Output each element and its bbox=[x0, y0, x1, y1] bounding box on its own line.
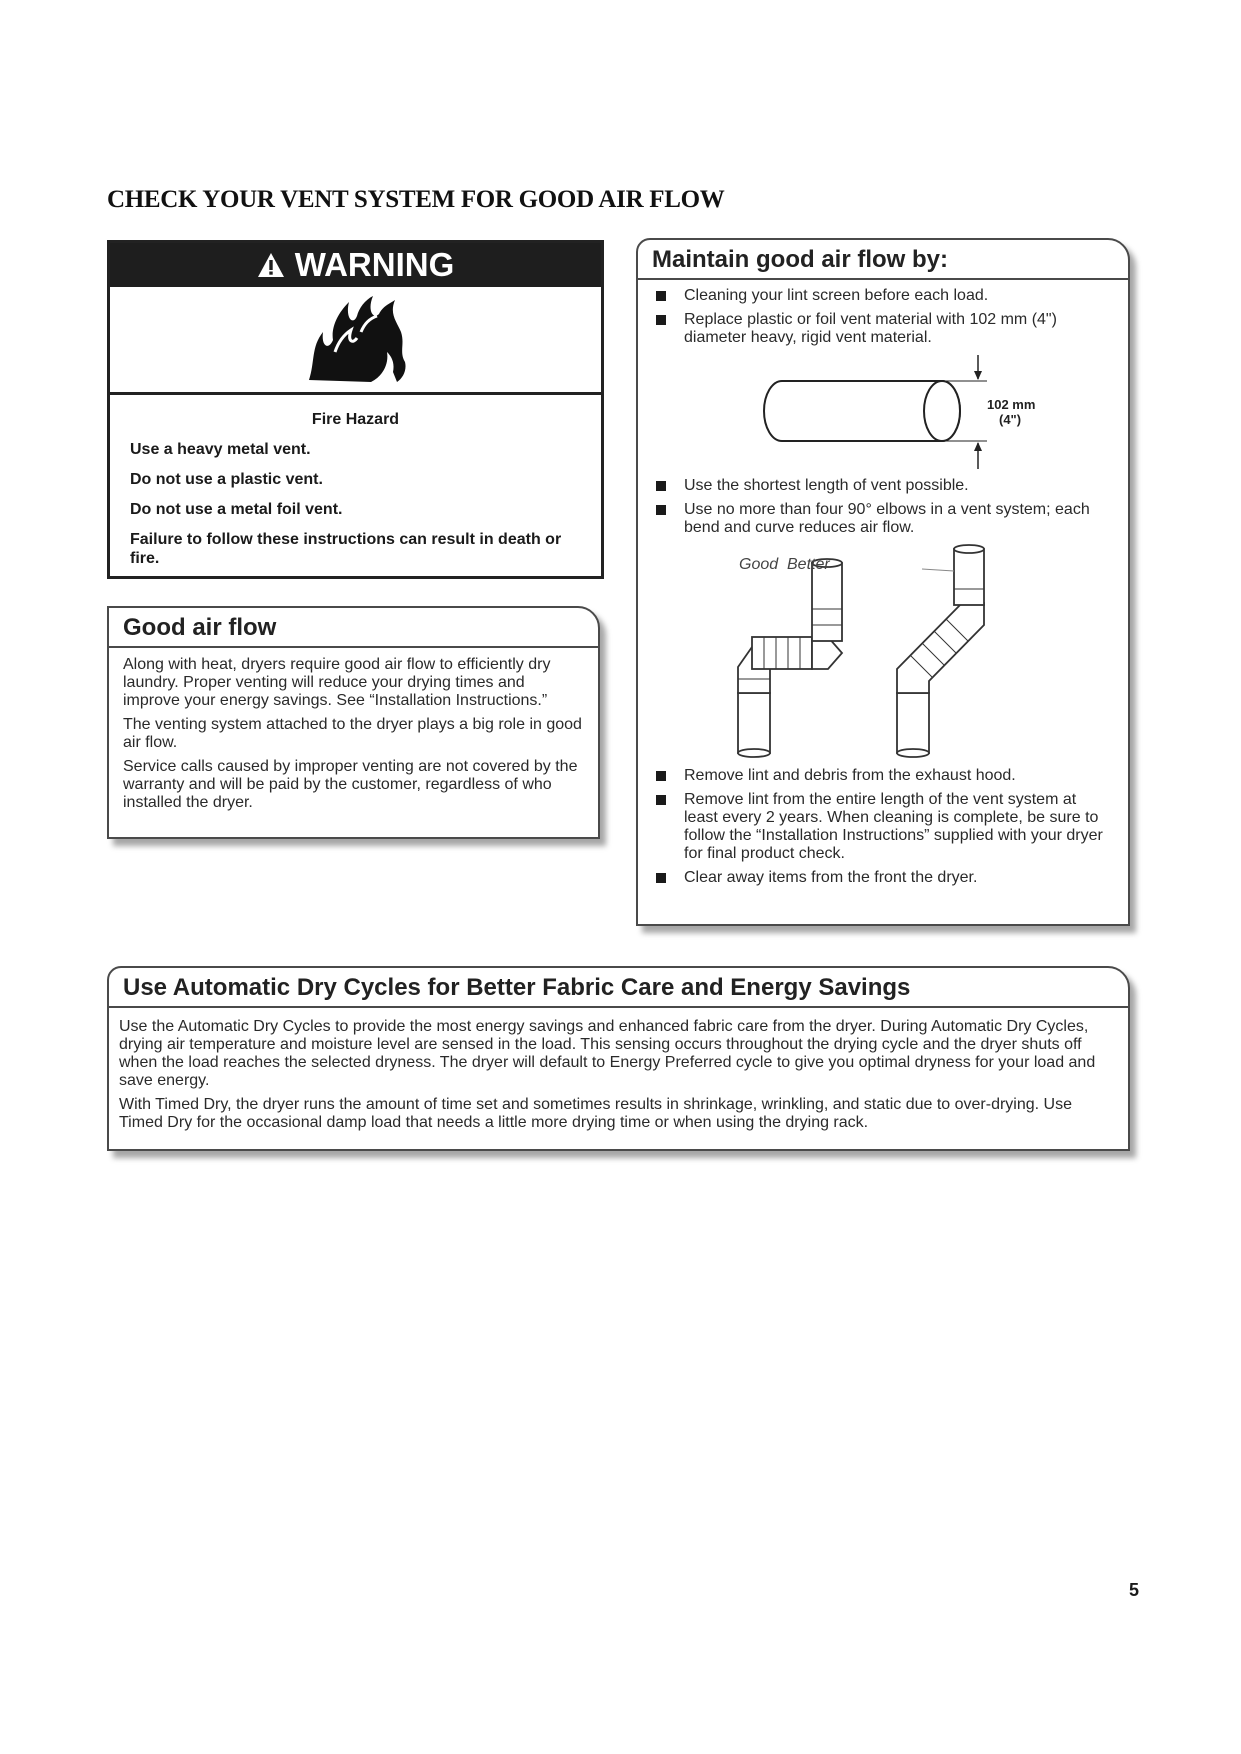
list-item bbox=[652, 477, 1114, 495]
good-air-flow-panel bbox=[107, 606, 600, 839]
fire-icon bbox=[110, 287, 601, 395]
page-number: 5 bbox=[1129, 1580, 1140, 1600]
bullet-square-icon bbox=[656, 505, 666, 515]
automatic-dry-title: Use Automatic Dry Cycles for Better Fabric Care and Energy Savings bbox=[109, 968, 1128, 1008]
warning-title: WARNING bbox=[294, 246, 455, 283]
vent-elbow-diagram bbox=[652, 543, 1112, 763]
paragraph: Along with heat, dryers require good air flow to efficiently dry laundry. Proper venting will reduce your drying times and improve your energy savings. See “Installation Instructions.” bbox=[123, 656, 551, 709]
list-item-text: Replace plastic or foil vent material with 102 mm (4") diameter heavy, rigid vent material. bbox=[684, 311, 1057, 346]
warning-header bbox=[110, 243, 601, 287]
pipe-dimension-mm: 102 mm bbox=[987, 397, 1036, 412]
maintain-title: Maintain good air flow by: bbox=[638, 240, 1128, 280]
warning-box bbox=[107, 240, 604, 579]
good-air-flow-title: Good air flow bbox=[109, 608, 598, 648]
paragraph: Service calls caused by improper venting are not covered by the warranty and will be paid by the customer, regardless of who installed the dryer. bbox=[123, 758, 578, 811]
list-item-text: Remove lint and debris from the exhaust hood. bbox=[684, 767, 1016, 784]
warning-line: Use a heavy metal vent. bbox=[130, 441, 311, 458]
page-title: CHECK YOUR VENT SYSTEM FOR GOOD AIR FLOW bbox=[107, 186, 725, 213]
bullet-square-icon bbox=[656, 795, 666, 805]
paragraph: With Timed Dry, the dryer runs the amount of time set and sometimes results in shrinkage, wrinkling, and static due to over-drying. Use Timed Dry for the occasional damp load that needs a little more drying time or when using the drying rack. bbox=[119, 1096, 1072, 1131]
warning-line: Do not use a plastic vent. bbox=[130, 471, 323, 488]
list-item bbox=[652, 287, 1114, 305]
bullet-square-icon bbox=[656, 315, 666, 325]
bullet-square-icon bbox=[656, 481, 666, 491]
rigid-vent-pipe-diagram bbox=[652, 353, 1112, 473]
elbow-label-better: Better bbox=[787, 556, 830, 573]
warning-line: Failure to follow these instructions can result in death or fire. bbox=[130, 531, 562, 567]
warning-triangle-icon bbox=[257, 251, 285, 279]
list-item bbox=[652, 791, 1114, 863]
list-item-text: Clear away items from the front the dryer. bbox=[684, 869, 978, 886]
paragraph: The venting system attached to the dryer plays a big role in good air flow. bbox=[123, 716, 582, 751]
automatic-dry-panel bbox=[107, 966, 1130, 1151]
list-item-text: Remove lint from the entire length of the vent system at least every 2 years. When cleaning is complete, be sure to follow the “Installation Instructions” supplied with your dryer for final product check. bbox=[684, 791, 1103, 862]
list-item bbox=[652, 869, 1114, 887]
maintain-air-flow-panel bbox=[636, 238, 1130, 926]
pipe-dimension-in: (4") bbox=[999, 412, 1022, 427]
bullet-square-icon bbox=[656, 771, 666, 781]
list-item-text: Cleaning your lint screen before each load. bbox=[684, 287, 989, 304]
bullet-square-icon bbox=[656, 291, 666, 301]
list-item-text: Use the shortest length of vent possible. bbox=[684, 477, 969, 494]
elbow-label-good: Good bbox=[739, 556, 779, 573]
list-item bbox=[652, 311, 1114, 347]
bullet-square-icon bbox=[656, 873, 666, 883]
list-item bbox=[652, 501, 1114, 537]
list-item bbox=[652, 767, 1114, 785]
paragraph: Use the Automatic Dry Cycles to provide the most energy savings and enhanced fabric care from the dryer. During Automatic Dry Cycles, drying air temperature and moisture level are sensed in the load. This sensing occurs throughout the drying cycle and the dryer shuts off when the load reaches the selected dryness. The dryer will default to Energy Preferred cycle to give you optimal dryness for your load and save energy. bbox=[119, 1018, 1096, 1089]
warning-line: Do not use a metal foil vent. bbox=[130, 501, 343, 518]
hazard-title: Fire Hazard bbox=[311, 411, 400, 428]
list-item-text: Use no more than four 90° elbows in a vent system; each bend and curve reduces air flow. bbox=[684, 501, 1090, 536]
flame-icon bbox=[301, 292, 411, 387]
